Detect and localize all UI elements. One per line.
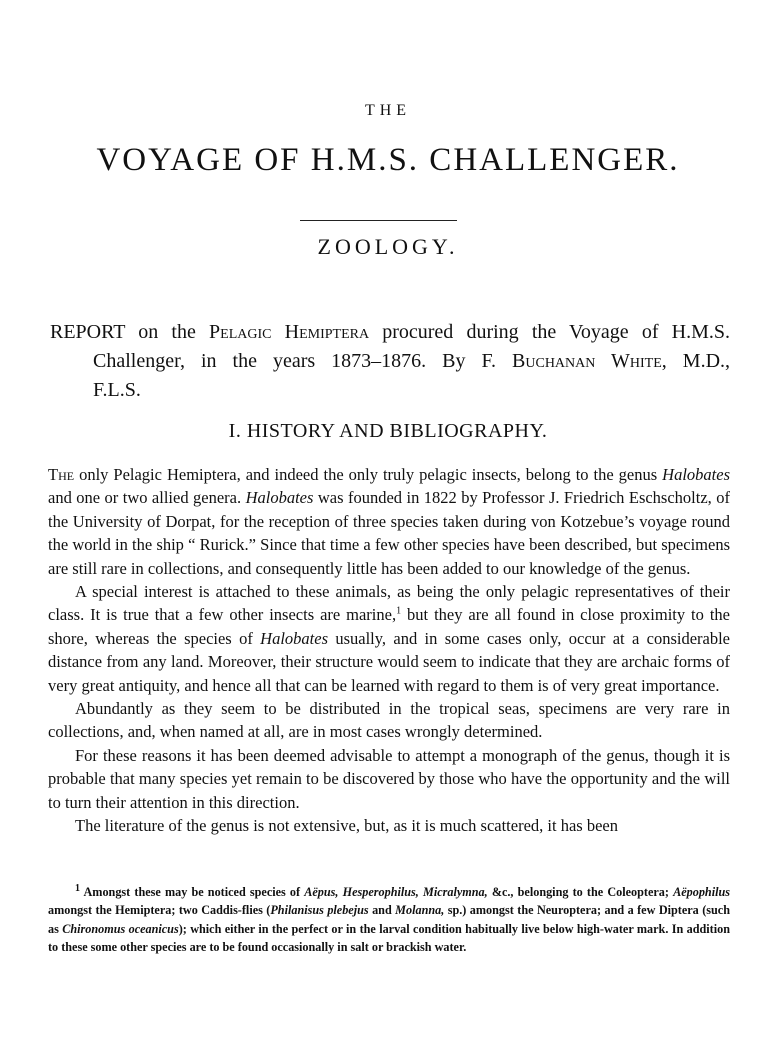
header-the: THE bbox=[364, 102, 412, 119]
report-subject: Pelagic Hemiptera bbox=[209, 321, 370, 343]
paragraph-text: usually, and in some cases only, occur at a considerable distance from any land. Moreover, their structure would seem to indicate that they are archaic forms of very great antiquity, and hence all that can be learned with regard to them is of very great importance. bbox=[48, 628, 731, 695]
report-text: REPORT on the bbox=[50, 321, 196, 343]
genus-name: Halobates bbox=[662, 465, 730, 484]
report-line-2 bbox=[50, 347, 730, 376]
paragraph: The literature of the genus is not extensive, but, as it is much scattered, it has been bbox=[75, 816, 618, 836]
taxon-name: Chironomus oceanicus bbox=[62, 921, 179, 936]
paragraph bbox=[48, 463, 730, 580]
footnote-reference[interactable]: 1 bbox=[396, 605, 402, 617]
report-text: , M.D., bbox=[661, 350, 731, 372]
paragraph-text: was founded in 1822 by Professor J. Friedrich Eschscholtz, of the University of Dorpat, for the reception of three species taken during von Kotzebue’s voyage round the world in the ship “ Rurick.” Since that time a few other species have been described, but specimens are still rare in collections, and consequently little has been added to our knowledge of the genus. bbox=[48, 488, 730, 578]
footnote-text: Amongst these may be noticed species of bbox=[80, 885, 305, 899]
report-text: Challenger, in the years 1873–1876. By F. bbox=[93, 350, 497, 372]
paragraph-text: A special interest is attached to these animals, as being the only pelagic representatives of their class. It is true that a few other insects are marine, bbox=[48, 582, 730, 625]
footnote-text: and bbox=[368, 903, 396, 918]
report-title-block bbox=[50, 318, 730, 405]
report-line-3: F.L.S. bbox=[93, 379, 141, 401]
paragraph: For these reasons it has been deemed advisable to attempt a monograph of the genus, though it is probable that many species yet remain to be discovered by those who have the opportunity and the will to turn their attention in this direction. bbox=[48, 745, 730, 812]
body-text bbox=[48, 463, 730, 838]
footnote-marker: 1 bbox=[75, 882, 80, 894]
footnotes bbox=[48, 883, 730, 956]
report-text: procured during the Voyage of H.M.S. bbox=[382, 321, 731, 343]
paragraph-lead: The bbox=[48, 465, 75, 484]
taxon-name: Philanisus plebejus bbox=[270, 903, 369, 918]
footnote-text: amongst the Hemiptera; two Caddis-flies ( bbox=[48, 903, 271, 918]
section-heading: I. HISTORY AND BIBLIOGRAPHY. bbox=[228, 420, 548, 442]
taxon-name: Aëpophilus bbox=[673, 885, 731, 899]
paragraph-text: but they are all found in close proximity to the shore, whereas the species of bbox=[48, 605, 730, 648]
paragraph bbox=[48, 580, 730, 697]
genus-name: Halobates bbox=[245, 488, 314, 508]
paragraph-text: and one or two allied genera. bbox=[48, 488, 246, 508]
genus-name: Halobates bbox=[260, 628, 328, 648]
footnote-text: &c., belonging to the Coleoptera; bbox=[487, 885, 674, 899]
footnote-text: ); which either in the perfect or in the larval condition habitually live below high-water mark. In addition to these some other species are to be found occasionally in salt or brackish water. bbox=[48, 921, 730, 954]
paragraph: Abundantly as they seem to be distributed in the tropical seas, specimens are very rare in collections, and, when named at all, are in most cases wrongly determined. bbox=[48, 699, 730, 742]
page-title: VOYAGE OF H.M.S. CHALLENGER. bbox=[96, 142, 680, 178]
footnote-text: sp.) amongst the Neuroptera; and a few Diptera (such as bbox=[48, 903, 730, 936]
report-line-1 bbox=[50, 318, 730, 347]
paragraph-text: only Pelagic Hemiptera, and indeed the only truly pelagic insects, belong to the genus bbox=[74, 465, 663, 484]
taxon-name: Aëpus, Hesperophilus, Micralymna, bbox=[304, 885, 488, 899]
title-divider bbox=[300, 220, 457, 221]
footnote bbox=[48, 883, 730, 956]
page-subtitle: ZOOLOGY. bbox=[317, 234, 459, 259]
report-author: Buchanan White bbox=[512, 350, 662, 372]
taxon-name: Molanna, bbox=[395, 903, 445, 918]
